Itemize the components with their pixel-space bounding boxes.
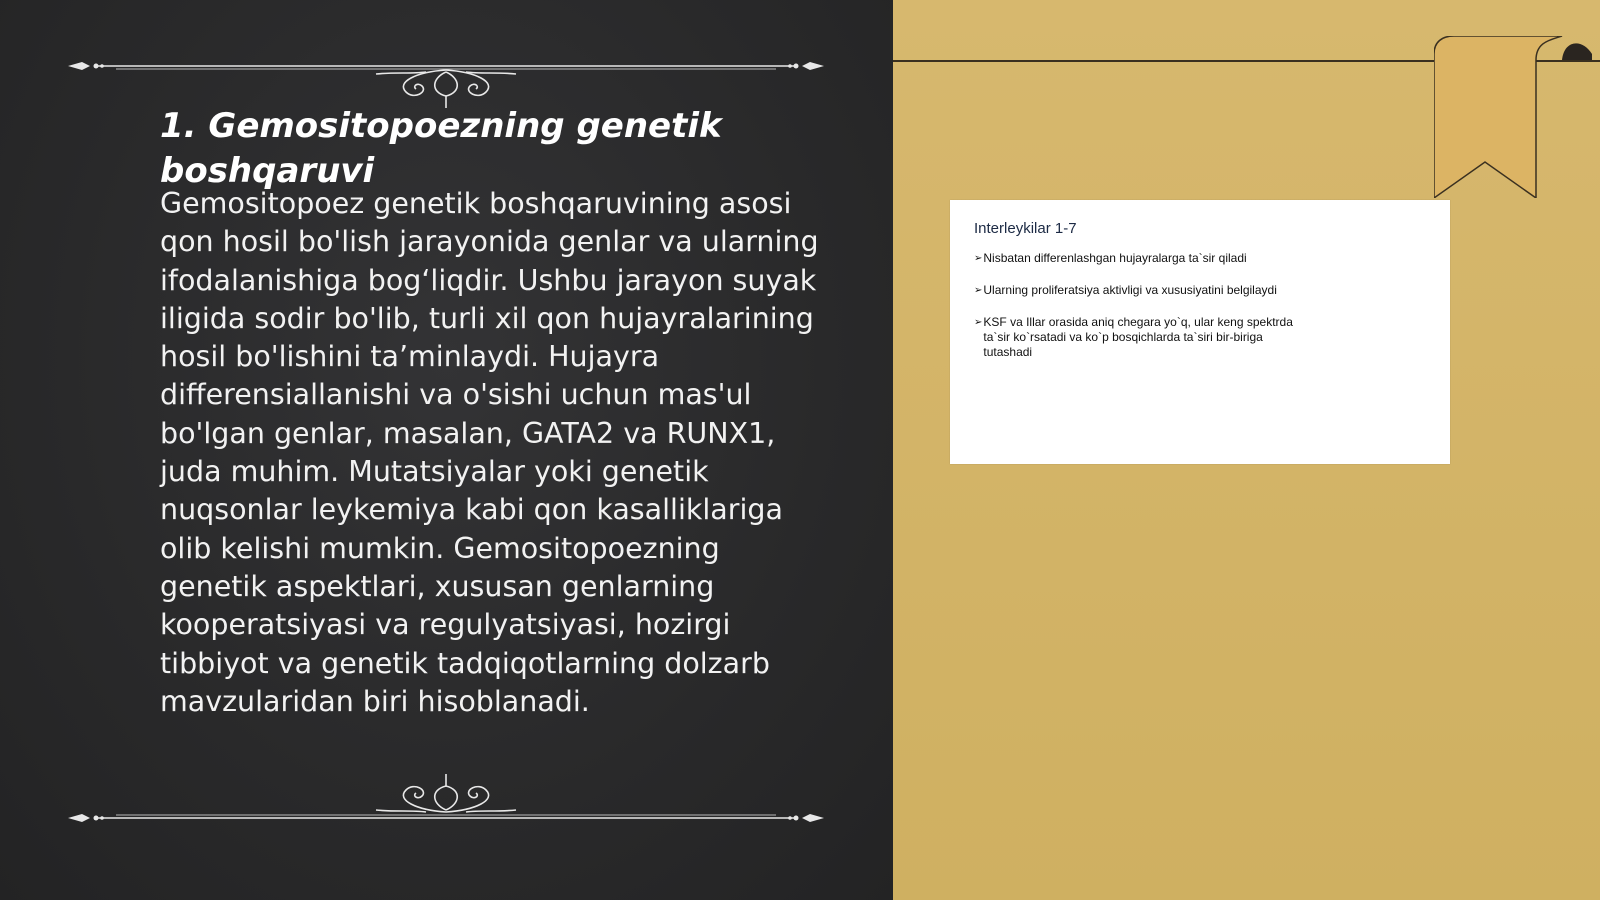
arrow-bullet-icon: ➢ xyxy=(974,253,983,264)
list-item-text: Ularning proliferatsiya aktivligi va xususiyatini belgilaydi xyxy=(983,283,1277,297)
card-bullet-list xyxy=(974,251,1314,360)
card-title: Interleykilar 1-7 xyxy=(974,220,1077,237)
list-item xyxy=(974,283,1314,298)
ornamental-divider-top-icon xyxy=(66,52,826,112)
list-item xyxy=(974,251,1314,266)
slide-title: 1. Gemositopoezning genetik boshqaruvi xyxy=(160,106,722,191)
list-item xyxy=(974,315,1314,360)
arrow-bullet-icon: ➢ xyxy=(974,317,983,328)
slide-body-text: Gemositopoez genetik boshqaruvining asosi qon hosil bo'lish jarayonida genlar va ularning ifodalanishiga bog‘liqdir. Ushbu jarayon suyak iligida sodir bo'lib, turli xil qon hujayralarining hosil bo'lishini ta’minlaydi. Hujayra differensiallanishi va o'sishi uchun mas'ul bo'lgan genlar, masalan, GATA2 va RUNX1, juda muhim. Mutatsiyalar yoki genetik nuqsonlar leykemiya kabi qon kasalliklariga olib kelishi mumkin. Gemositopoezning genetik aspektlari, xususan genlarning kooperatsiyasi va regulyatsiyasi, hozirgi tibbiyot va genetik tadqiqotlarning dolzarb mavzularidan biri hisoblanadi. xyxy=(160,187,819,718)
embedded-slide-card xyxy=(950,200,1450,464)
arrow-bullet-icon: ➢ xyxy=(974,285,983,296)
bookmark-ribbon-icon xyxy=(1434,36,1594,198)
list-item-text: Nisbatan differenlashgan hujayralarga ta`sir qiladi xyxy=(983,251,1247,265)
ornamental-divider-bottom-icon xyxy=(66,772,826,832)
list-item-text: KSF va Illar orasida aniq chegara yo`q, ular keng spektrda ta`sir ko`rsatadi va ko`p bosqichlarda ta`siri bir-biriga tutashadi xyxy=(983,315,1293,359)
